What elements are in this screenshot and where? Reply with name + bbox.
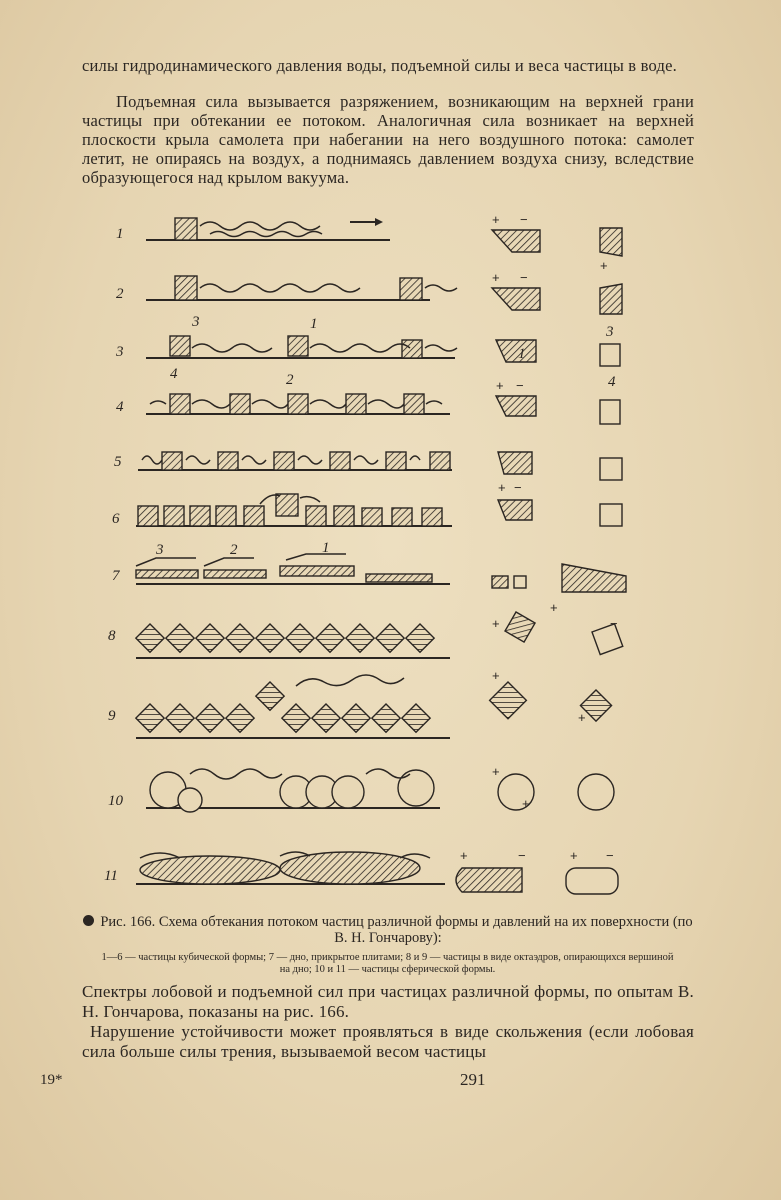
label-1c: 1 (518, 346, 526, 362)
minus-sign: − (606, 848, 614, 863)
minus-sign: − (518, 848, 526, 863)
plus-sign: + (492, 764, 500, 779)
pressure-diagrams-frontal (456, 212, 540, 892)
plus-sign: + (492, 616, 500, 631)
row-number-7: 7 (112, 568, 120, 584)
row-number-3: 3 (116, 344, 124, 360)
row-number-11: 11 (104, 868, 118, 884)
row-9-flow (136, 675, 450, 738)
row-number-6: 6 (112, 511, 120, 527)
plus-sign: + (492, 668, 500, 683)
paragraph-4: Нарушение устойчивости может проявляться в виде скольжения (если лобовая сила больше силы трения, вызываемой весом частицы (82, 1022, 694, 1061)
signature-mark: 19* (40, 1072, 63, 1088)
page-number: 291 (460, 1070, 486, 1089)
label-2b: 2 (230, 542, 238, 558)
plus-sign: + (550, 600, 558, 615)
minus-sign: − (514, 480, 522, 495)
caption-prefix: Рис. 166. (100, 914, 156, 930)
label-4c: 4 (608, 374, 616, 390)
minus-sign: − (520, 270, 528, 285)
plus-sign: + (496, 378, 504, 393)
plus-sign: + (492, 270, 500, 285)
row-6-flow (136, 494, 452, 526)
paragraph-3: Спектры лобовой и подъемной сил при частицах различной формы, по опытам В. Н. Гончарова, показаны на рис. 166. (82, 982, 694, 1021)
plus-sign: + (498, 480, 506, 495)
flow-diagram (100, 208, 660, 914)
row-5-flow (138, 452, 452, 470)
row-1-flow (146, 218, 390, 240)
figure-legend: 1—6 — частицы кубической формы; 7 — дно, прикрытое плитами; 8 и 9 — частицы в виде октаэдров, опирающихся вершиной на дно; 10 и 11 — частицы сферической формы. (101, 952, 674, 975)
minus-sign: − (610, 616, 618, 631)
row-number-4: 4 (116, 399, 124, 415)
paragraph-2: Подъемная сила вызывается разряжением, возникающим на верхней грани частицы при обтекании ее потоком. Аналогичная сила возникает на верхней плоскости крыла самолета при набегании на него воздушного потока: самолет летит, не опираясь на воздух, а поднимаясь давлением воздуха снизу, вследствие образующегося над крылом вакуума. (82, 92, 694, 187)
minus-sign: − (520, 212, 528, 227)
plus-sign: + (578, 710, 586, 725)
row-number-2: 2 (116, 286, 124, 302)
row-4-flow (146, 394, 450, 414)
figure-166 (100, 208, 660, 914)
row-number-5: 5 (114, 454, 122, 470)
paragraph-1: силы гидродинамического давления воды, подъемной силы и веса частицы в воде. (82, 56, 677, 75)
label-1b: 1 (322, 540, 330, 556)
plus-sign: + (570, 848, 578, 863)
plus-sign: + (492, 212, 500, 227)
row-10-flow (146, 769, 440, 812)
row-3-flow (146, 314, 457, 388)
minus-sign: − (516, 378, 524, 393)
row-number-9: 9 (108, 708, 116, 724)
row-number-1: 1 (116, 226, 124, 242)
label-2a: 2 (286, 372, 294, 388)
row-number-8: 8 (108, 628, 116, 644)
row-7-flow (136, 540, 450, 584)
caption-text: Схема обтекания потоком частиц различной формы и давлений на их поверхности (по В. Н. Гончарову): (158, 914, 693, 946)
row-number-10: 10 (108, 793, 123, 809)
row-2-flow (146, 276, 457, 300)
label-3a: 3 (192, 314, 200, 330)
label-4a: 4 (170, 366, 178, 382)
row-8-flow (136, 624, 450, 658)
label-1a: 1 (310, 316, 318, 332)
label-3c: 3 (606, 324, 614, 340)
bullet-icon (83, 915, 94, 926)
plus-sign: + (600, 258, 608, 273)
figure-caption (82, 914, 694, 946)
label-3b: 3 (156, 542, 164, 558)
pressure-diagrams-lift (550, 228, 626, 894)
plus-sign: + (522, 796, 530, 811)
row-11-flow (136, 852, 445, 884)
plus-sign: + (460, 848, 468, 863)
